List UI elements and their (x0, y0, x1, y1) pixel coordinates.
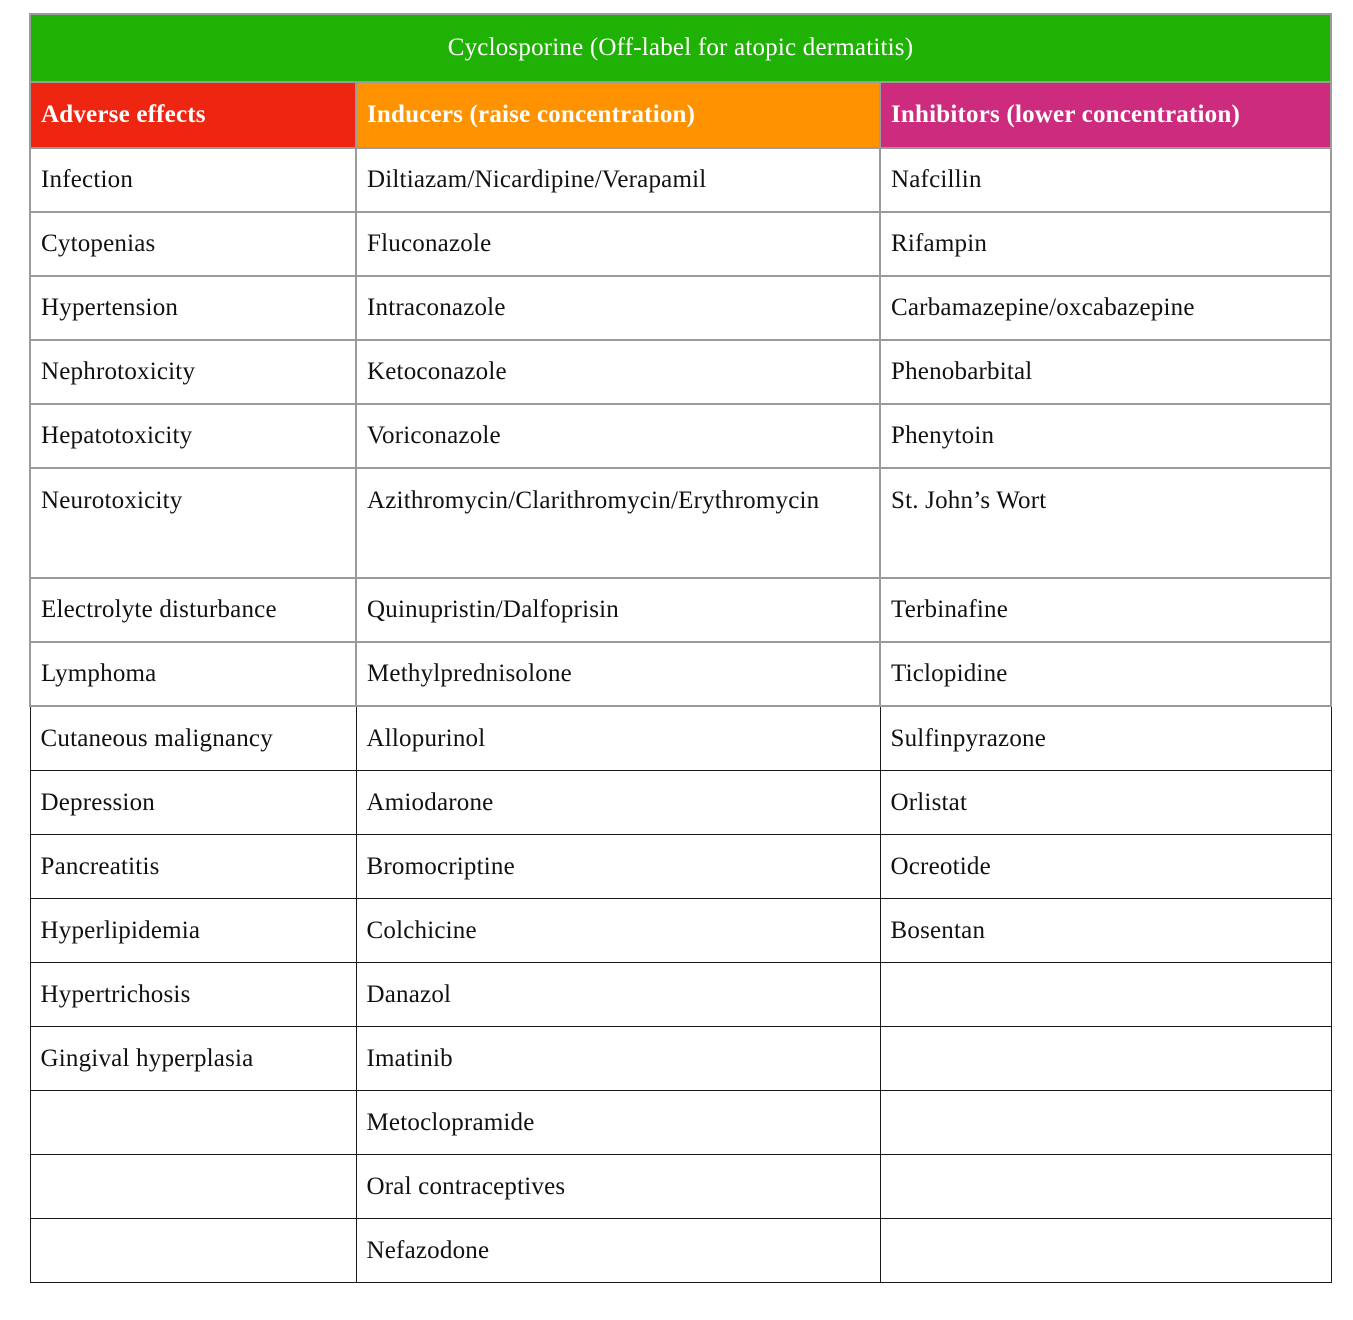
inhibitor-cell (880, 963, 1331, 1027)
adverse-effect-cell: Cutaneous malignancy (30, 706, 356, 771)
inducer-cell: Quinupristin/Dalfoprisin (356, 578, 880, 642)
table-row (30, 404, 1331, 468)
header-row (30, 82, 1331, 148)
header-inducers: Inducers (raise concentration) (356, 82, 880, 148)
inhibitor-cell: Bosentan (880, 899, 1331, 963)
inducer-cell: Methylprednisolone (356, 642, 880, 706)
cyclosporine-table (29, 13, 1332, 1283)
table-row (30, 963, 1331, 1027)
inducer-cell: Voriconazole (356, 404, 880, 468)
inhibitor-cell: Sulfinpyrazone (880, 706, 1331, 771)
table-row (30, 706, 1331, 771)
inducer-cell: Allopurinol (356, 706, 880, 771)
inhibitor-cell (880, 1155, 1331, 1219)
adverse-effect-cell: Depression (30, 771, 356, 835)
adverse-effect-cell: Hypertrichosis (30, 963, 356, 1027)
table-row (30, 468, 1331, 578)
adverse-effect-cell (30, 1091, 356, 1155)
table-row (30, 899, 1331, 963)
inhibitor-cell: Terbinafine (880, 578, 1331, 642)
inducer-cell: Fluconazole (356, 212, 880, 276)
inhibitor-cell: Orlistat (880, 771, 1331, 835)
adverse-effect-cell: Gingival hyperplasia (30, 1027, 356, 1091)
header-adverse-effects: Adverse effects (30, 82, 356, 148)
header-inhibitors: Inhibitors (lower concentration) (880, 82, 1331, 148)
inhibitor-cell: Rifampin (880, 212, 1331, 276)
adverse-effect-cell: Cytopenias (30, 212, 356, 276)
adverse-effect-cell: Hyperlipidemia (30, 899, 356, 963)
table-row (30, 1027, 1331, 1091)
table-row (30, 212, 1331, 276)
inhibitor-cell: Ticlopidine (880, 642, 1331, 706)
table-row (30, 642, 1331, 706)
inhibitor-cell: Nafcillin (880, 148, 1331, 212)
table-row (30, 1155, 1331, 1219)
inhibitor-cell: Carbamazepine/oxcabazepine (880, 276, 1331, 340)
inducer-cell: Metoclopramide (356, 1091, 880, 1155)
adverse-effect-cell (30, 1155, 356, 1219)
table-row (30, 1091, 1331, 1155)
inhibitor-cell (880, 1091, 1331, 1155)
inducer-cell: Azithromycin/Clarithromycin/Erythromycin (356, 468, 880, 578)
adverse-effect-cell (30, 1219, 356, 1283)
inducer-cell: Nefazodone (356, 1219, 880, 1283)
inducer-cell: Intraconazole (356, 276, 880, 340)
adverse-effect-cell: Hepatotoxicity (30, 404, 356, 468)
inducer-cell: Bromocriptine (356, 835, 880, 899)
adverse-effect-cell: Electrolyte disturbance (30, 578, 356, 642)
inducer-cell: Imatinib (356, 1027, 880, 1091)
adverse-effect-cell: Pancreatitis (30, 835, 356, 899)
table-title: Cyclosporine (Off-label for atopic dermatitis) (30, 14, 1331, 82)
inducer-cell: Danazol (356, 963, 880, 1027)
inducer-cell: Amiodarone (356, 771, 880, 835)
adverse-effect-cell: Nephrotoxicity (30, 340, 356, 404)
adverse-effect-cell: Hypertension (30, 276, 356, 340)
table-row (30, 148, 1331, 212)
inducer-cell: Ketoconazole (356, 340, 880, 404)
table-row (30, 771, 1331, 835)
inducer-cell: Diltiazam/Nicardipine/Verapamil (356, 148, 880, 212)
inhibitor-cell: Phenytoin (880, 404, 1331, 468)
table-row (30, 1219, 1331, 1283)
inducer-cell: Oral contraceptives (356, 1155, 880, 1219)
adverse-effect-cell: Neurotoxicity (30, 468, 356, 578)
table-row (30, 835, 1331, 899)
adverse-effect-cell: Lymphoma (30, 642, 356, 706)
title-row (30, 14, 1331, 82)
table-row (30, 276, 1331, 340)
table-row (30, 340, 1331, 404)
inhibitor-cell (880, 1219, 1331, 1283)
inhibitor-cell: St. John’s Wort (880, 468, 1331, 578)
inducer-cell: Colchicine (356, 899, 880, 963)
inhibitor-cell: Ocreotide (880, 835, 1331, 899)
table-row (30, 578, 1331, 642)
adverse-effect-cell: Infection (30, 148, 356, 212)
inhibitor-cell (880, 1027, 1331, 1091)
inhibitor-cell: Phenobarbital (880, 340, 1331, 404)
